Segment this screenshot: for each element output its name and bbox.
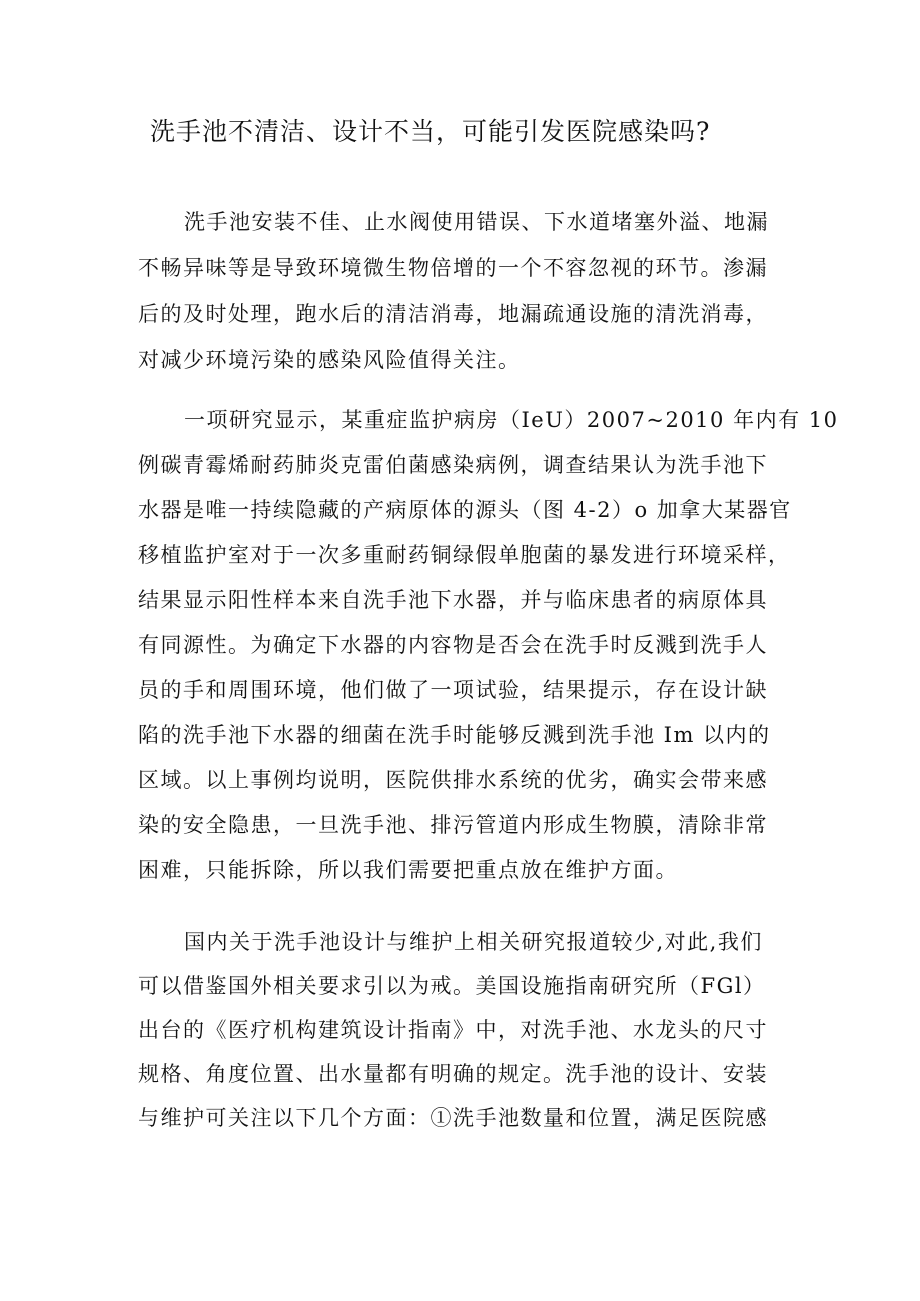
paragraph-line: 后的及时处理，跑水后的清洁消毒，地漏疏通设施的清洗消毒， <box>138 302 768 326</box>
paragraph-line: 与维护可关注以下几个方面：①洗手池数量和位置，满足医院感 <box>138 1106 768 1130</box>
paragraph-line: 可以借鉴国外相关要求引以为戒。美国设施指南研究所（FGl） <box>138 974 766 998</box>
paragraph-line: 移植监护室对于一次多重耐药铜绿假单胞菌的暴发进行环境采样， <box>138 543 791 567</box>
paragraph-line: 结果显示阳性样本来自洗手池下水器，并与临床患者的病原体具 <box>138 588 768 612</box>
paragraph-line: 水器是唯一持续隐藏的产病原体的源头（图 4-2）o 加拿大某器官 <box>138 498 792 522</box>
paragraph-line: 困难，只能拆除，所以我们需要把重点放在维护方面。 <box>138 858 678 882</box>
paragraph-line: 例碳青霉烯耐药肺炎克雷伯菌感染病例，调查结果认为洗手池下 <box>138 453 768 477</box>
paragraph-line: 对减少环境污染的感染风险值得关注。 <box>138 348 521 372</box>
paragraph-line: 出台的《医疗机构建筑设计指南》中，对洗手池、水龙头的尺寸 <box>138 1018 768 1042</box>
paragraph-line: 洗手池安装不佳、止水阀使用错误、下水道堵塞外溢、地漏 <box>184 210 769 234</box>
paragraph-line: 国内关于洗手池设计与维护上相关研究报道较少,对此,我们 <box>184 930 763 954</box>
paragraph-line: 染的安全隐患，一旦洗手池、排污管道内形成生物膜，清除非常 <box>138 813 768 837</box>
paragraph-line: 有同源性。为确定下水器的内容物是否会在洗手时反溅到洗手人 <box>138 633 768 657</box>
paragraph-line: 区域。以上事例均说明，医院供排水系统的优劣，确实会带来感 <box>138 768 768 792</box>
paragraph-line: 规格、角度位置、出水量都有明确的规定。洗手池的设计、安装 <box>138 1062 768 1086</box>
paragraph-line: 陷的洗手池下水器的细菌在洗手时能够反溅到洗手池 Im 以内的 <box>138 723 771 747</box>
paragraph-line: 一项研究显示，某重症监护病房（IeU）2007~2010 年内有 10 <box>184 408 839 432</box>
document-title: 洗手池不清洁、设计不当，可能引发医院感染吗? <box>150 117 711 146</box>
paragraph-line: 不畅异味等是导致环境微生物倍增的一个不容忽视的环节。渗漏 <box>138 256 768 280</box>
paragraph-line: 员的手和周围环境，他们做了一项试验，结果提示，存在设计缺 <box>138 678 768 702</box>
